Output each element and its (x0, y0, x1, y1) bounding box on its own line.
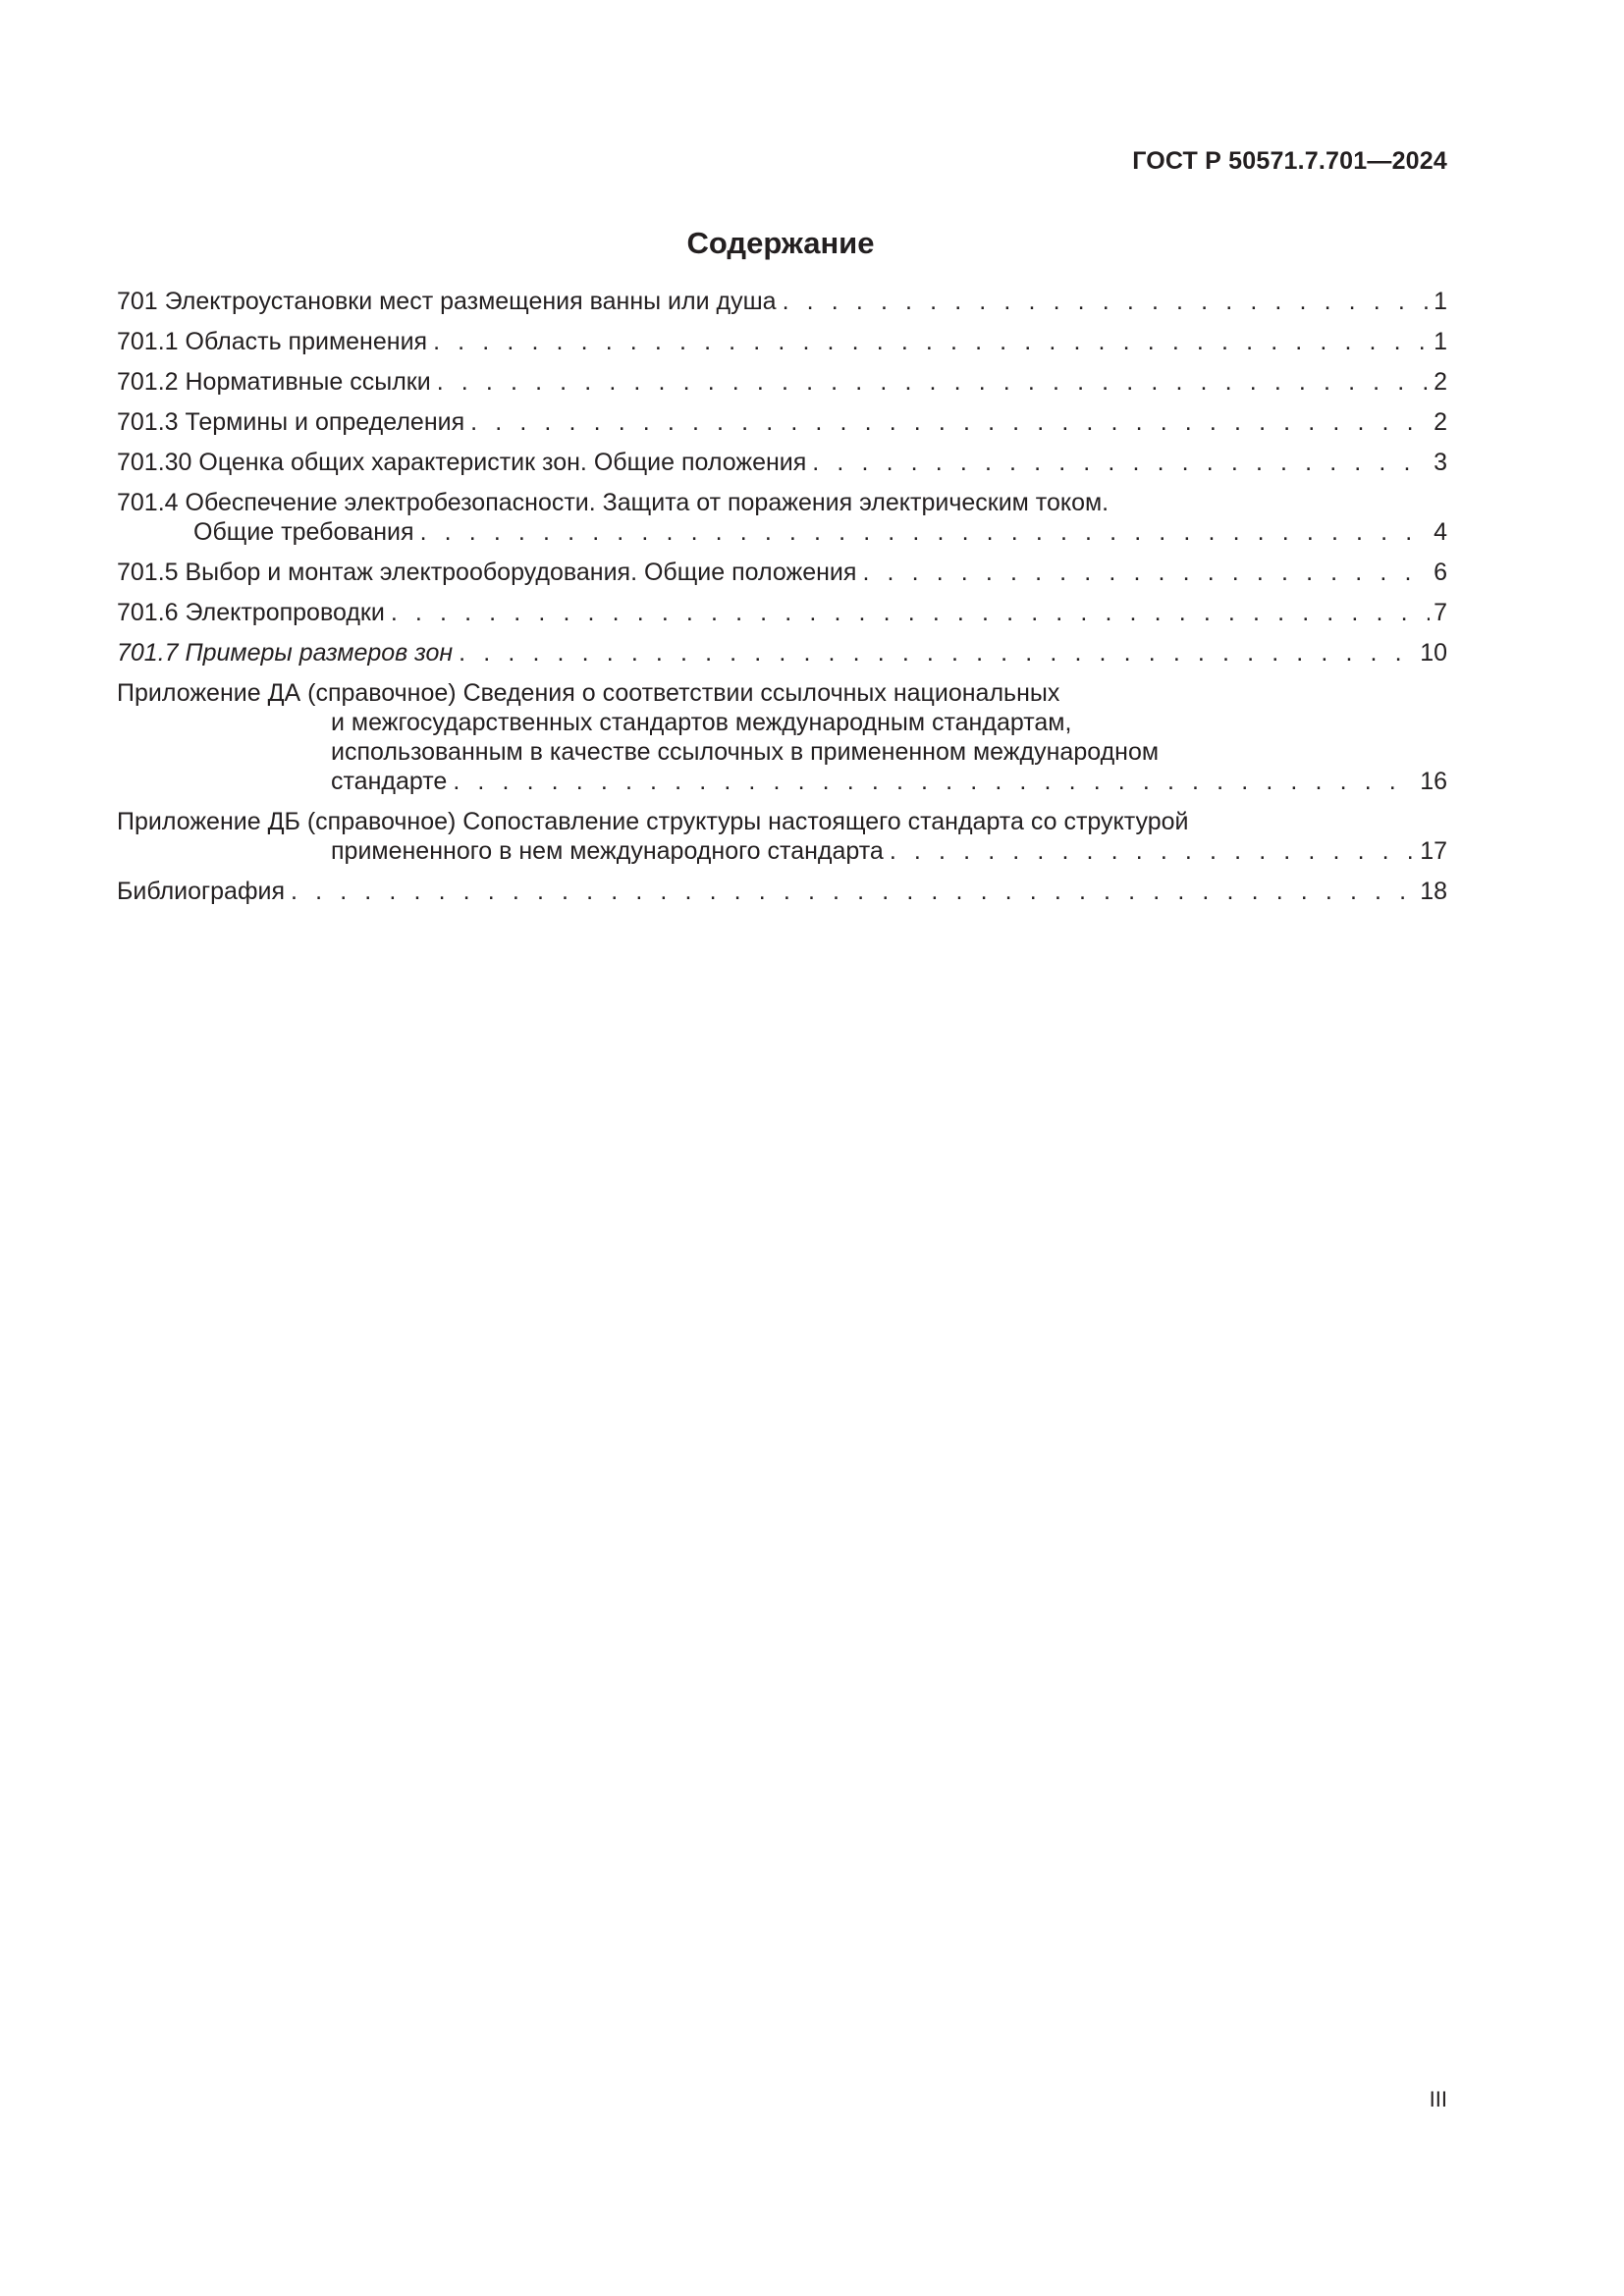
toc-page-number: 10 (1420, 639, 1447, 667)
toc-item-text-continuation: стандарте (331, 768, 448, 795)
toc-item-text: Приложение ДА (справочное) Сведения о соответствии ссылочных национальных (117, 679, 1060, 707)
toc-leader-dots (812, 448, 1430, 477)
toc-leader-dots (890, 836, 1416, 866)
toc-item-text: 701.6 Электропроводки (117, 599, 385, 626)
toc-leader-dots (453, 767, 1416, 796)
toc-leader-dots (459, 638, 1416, 667)
toc-item-701-5[interactable] (117, 558, 1447, 587)
toc-leader-dots (433, 327, 1430, 356)
toc-page-number: 7 (1434, 599, 1447, 626)
toc-leader-dots (862, 558, 1430, 587)
toc-page-number: 16 (1420, 768, 1447, 795)
toc-item-text: 701.7 Примеры размеров зон (117, 639, 454, 667)
page-number: III (1429, 2087, 1447, 2111)
toc-item-text: Приложение ДБ (справочное) Сопоставление структуры настоящего стандарта со структурой (117, 808, 1189, 835)
toc-item-text: Библиография (117, 878, 286, 905)
toc-item-text: 701.5 Выбор и монтаж электрооборудования. Общие положения (117, 559, 857, 586)
toc-page-number: 2 (1434, 408, 1447, 436)
toc-page-number: 2 (1434, 368, 1447, 396)
toc-leader-dots (470, 407, 1430, 437)
toc-page-number: 18 (1420, 878, 1447, 905)
toc-item-701-1[interactable] (117, 327, 1447, 356)
toc-item-bibliography[interactable] (117, 877, 1447, 906)
toc-item-701-30[interactable] (117, 448, 1447, 477)
toc-item-text-continuation: и межгосударственных стандартов международным стандартам, (331, 709, 1072, 736)
document-code: ГОСТ Р 50571.7.701—2024 (1132, 147, 1447, 175)
toc-item-appendix-da[interactable] (117, 678, 1447, 796)
toc-leader-dots (437, 367, 1430, 397)
toc-item-text-continuation: примененного в нем международного стандарта (331, 837, 884, 865)
toc-page-number: 6 (1434, 559, 1447, 586)
toc-item-701-3[interactable] (117, 407, 1447, 437)
toc-item-701-2[interactable] (117, 367, 1447, 397)
toc-page-number: 1 (1434, 288, 1447, 315)
toc-item-text: 701.1 Область применения (117, 328, 428, 355)
toc-page-number: 17 (1420, 837, 1447, 865)
toc-item-appendix-db[interactable] (117, 807, 1447, 866)
toc-page-number: 1 (1434, 328, 1447, 355)
toc-item-text-continuation: использованным в качестве ссылочных в примененном международном (331, 738, 1160, 766)
toc-item-701-7[interactable] (117, 638, 1447, 667)
toc-item-text: 701 Электроустановки мест размещения ванны или душа (117, 288, 777, 315)
toc-title: Содержание (686, 226, 875, 260)
toc-page-number: 4 (1434, 518, 1447, 546)
toc-leader-dots (420, 517, 1431, 547)
toc-item-701[interactable] (117, 287, 1447, 316)
toc-item-text: 701.2 Нормативные ссылки (117, 368, 431, 396)
toc-leader-dots (391, 598, 1430, 627)
table-of-contents (117, 287, 1447, 917)
toc-item-text: 701.30 Оценка общих характеристик зон. Общие положения (117, 449, 807, 476)
toc-leader-dots (291, 877, 1416, 906)
toc-item-text-continuation: Общие требования (193, 518, 414, 546)
toc-item-text: 701.4 Обеспечение электробезопасности. Защита от поражения электрическим током. (117, 489, 1110, 516)
toc-page-number: 3 (1434, 449, 1447, 476)
toc-item-701-6[interactable] (117, 598, 1447, 627)
toc-item-701-4[interactable] (117, 488, 1447, 547)
toc-leader-dots (783, 287, 1431, 316)
toc-item-text: 701.3 Термины и определения (117, 408, 465, 436)
